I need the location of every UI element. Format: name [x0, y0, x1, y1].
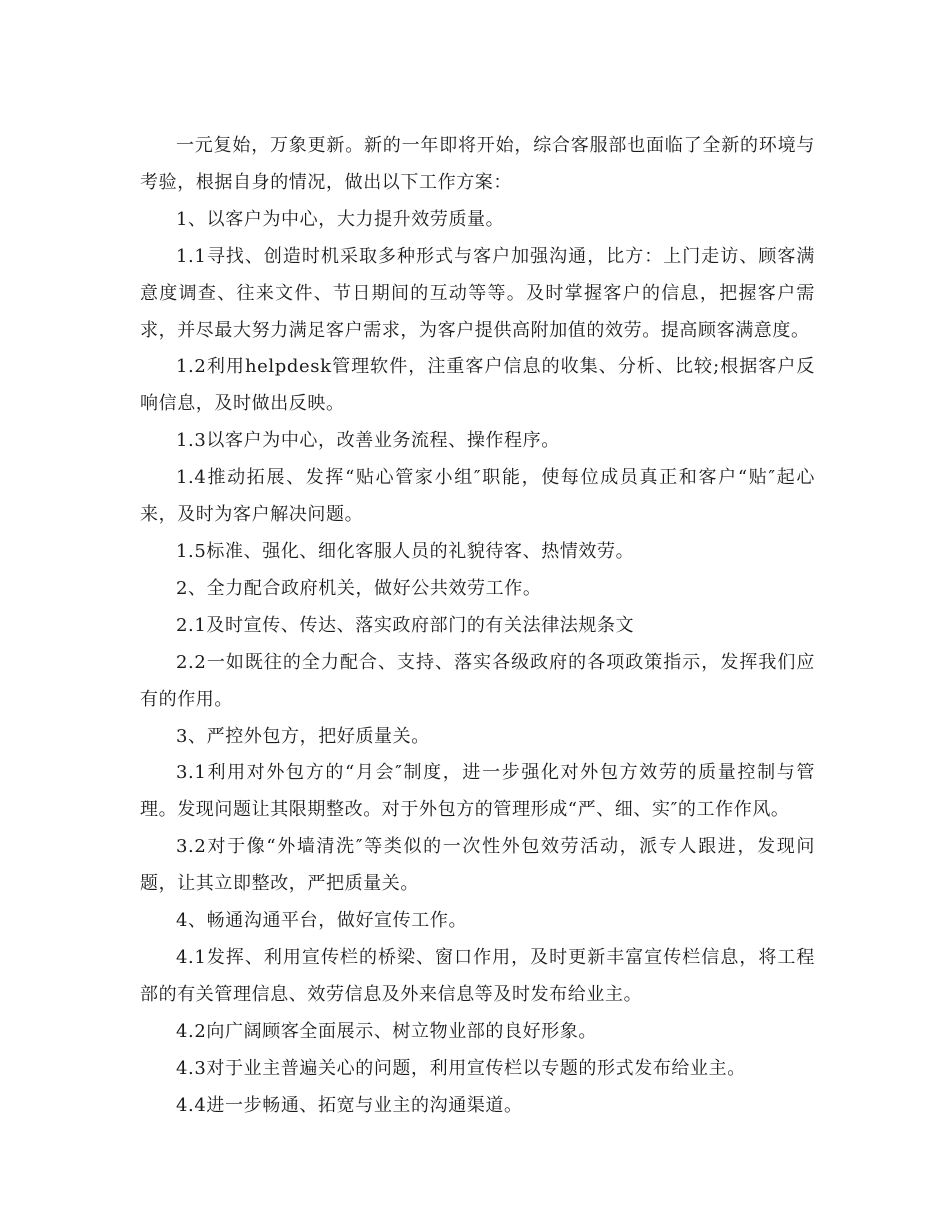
- paragraph-3-1: 3.1利用对外包方的“月会″制度，进一步强化对外包方效劳的质量控制与管理。发现问题让其限期整改。对于外包方的管理形成“严、细、实″的工作作风。: [140, 762, 815, 821]
- paragraph-section-2-heading: 2、全力配合政府机关，做好公共效劳工作。: [176, 577, 542, 599]
- paragraph-1-2: 1.2利用helpdesk管理软件，注重客户信息的收集、分析、比较;根据客户反响信息，及时做出反映。: [140, 356, 815, 415]
- paragraph-1-1: 1.1寻找、创造时机采取多种形式与客户加强沟通，比方：上门走访、顾客满意度调查、往来文件、节日期间的互动等等。及时掌握客户的信息，把握客户需求，并尽最大努力满足客户需求，为客户提供高附加值的效劳。提高顾客满意度。: [140, 245, 815, 341]
- paragraph-4-4: 4.4进一步畅通、拓宽与业主的沟通渠道。: [176, 1094, 523, 1116]
- paragraph-3-2: 3.2对于像“外墙清洗″等类似的一次性外包效劳活动，派专人跟进，发现问题，让其立即整改，严把质量关。: [140, 836, 815, 895]
- paragraph-1-5: 1.5标准、强化、细化客服人员的礼貌待客、热情效劳。: [176, 540, 635, 562]
- paragraph-section-1-heading: 1、以客户为中心，大力提升效劳质量。: [176, 208, 505, 230]
- document-body: [140, 128, 815, 1124]
- paragraph-4-1: 4.1发挥、利用宣传栏的桥梁、窗口作用，及时更新丰富宣传栏信息，将工程部的有关管理信息、效劳信息及外来信息等及时发布给业主。: [140, 946, 815, 1005]
- paragraph-1-3: 1.3以客户为中心，改善业务流程、操作程序。: [176, 430, 560, 452]
- paragraph-section-4-heading: 4、畅通沟通平台，做好宣传工作。: [176, 910, 468, 932]
- paragraph-1-4: 1.4推动拓展、发挥“贴心管家小组″职能，使每位成员真正和客户“贴″起心来，及时为客户解决问题。: [140, 467, 815, 526]
- paragraph-intro: 一元复始，万象更新。新的一年即将开始，综合客服部也面临了全新的环境与考验，根据自身的情况，做出以下工作方案：: [140, 135, 815, 193]
- paragraph-section-3-heading: 3、严控外包方，把好质量关。: [176, 725, 430, 747]
- paragraph-2-2: 2.2一如既往的全力配合、支持、落实各级政府的各项政策指示，发挥我们应有的作用。: [140, 651, 815, 710]
- paragraph-2-1: 2.1及时宣传、传达、落实政府部门的有关法律法规条文: [176, 614, 635, 636]
- paragraph-4-2: 4.2向广阔顾客全面展示、树立物业部的良好形象。: [176, 1020, 598, 1042]
- paragraph-4-3: 4.3对于业主普遍关心的问题，利用宣传栏以专题的形式发布给业主。: [176, 1057, 746, 1079]
